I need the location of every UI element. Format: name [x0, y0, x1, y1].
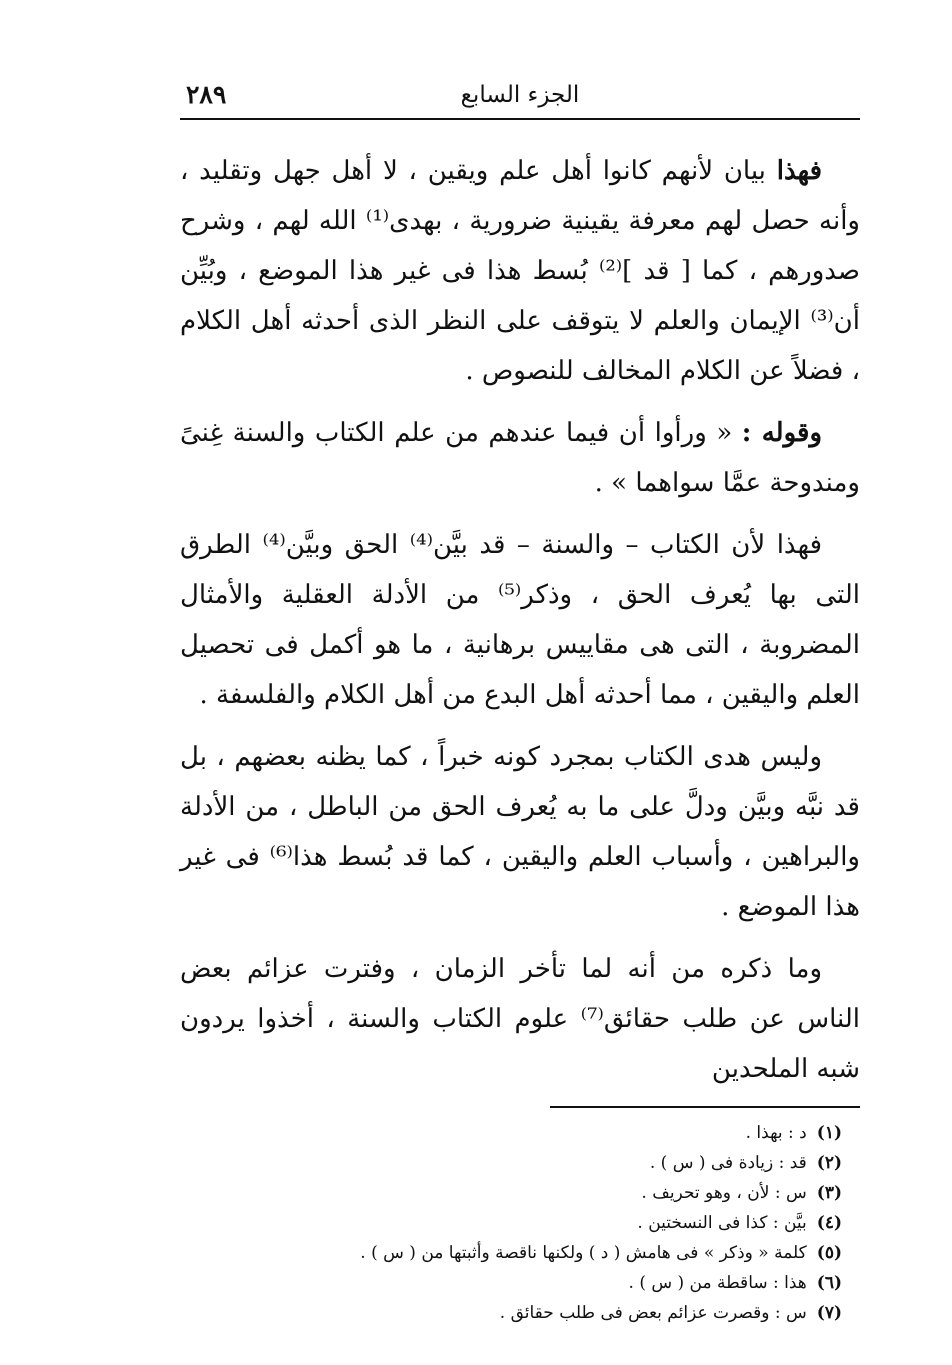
book-page: [180, 78, 860, 1323]
footnote-text: بيَّن : كذا فى النسختين .: [637, 1213, 807, 1233]
footnote: [180, 1208, 842, 1238]
footnotes: [180, 1118, 860, 1328]
footnote-number: (٢): [816, 1153, 842, 1173]
footnote-number: (٦): [816, 1273, 842, 1293]
page-header: [180, 78, 860, 120]
paragraph-lead: فهذا: [776, 156, 823, 186]
paragraph-lead: وقوله :: [741, 418, 823, 448]
paragraph: [180, 520, 860, 720]
footnote-number: (١): [816, 1123, 842, 1143]
footnote: [180, 1238, 842, 1268]
main-text: [180, 146, 860, 1094]
paragraph: [180, 408, 860, 508]
paragraph: [180, 944, 860, 1094]
footnote-text: س : وقصرت عزائم بعض فى طلب حقائق .: [499, 1303, 807, 1323]
paragraph-text: فهذا لأن الكتاب – والسنة – قد بيَّن⁽⁴⁾ الحق وبيَّن⁽⁴⁾ الطرق التى بها يُعرف الحق ، وذكر⁽⁵⁾ من الأدلة العقلية والأمثال المضروبة ، التى هى مقاييس برهانية ، ما هو أكمل فى تحصيل العلم واليقين ، مما أحدثه أهل البدع من أهل الكلام والفلسفة .: [180, 530, 860, 710]
footnote: [180, 1118, 842, 1148]
paragraph-text: بيان لأنهم كانوا أهل علم ويقين ، لا أهل جهل وتقليد ، وأنه حصل لهم معرفة يقينية ضرورية ، بهدى⁽¹⁾ الله لهم ، وشرح صدورهم ، كما [ قد ]⁽²⁾ بُسط هذا فى غير هذا الموضع ، وبُيِّن أن⁽³⁾ الإيمان والعلم لا يتوقف على النظر الذى أحدثه أهل الكلام ، فضلاً عن الكلام المخالف للنصوص .: [180, 156, 860, 386]
paragraph: [180, 146, 860, 396]
footnote-number: (٧): [816, 1303, 842, 1323]
footnote-number: (٣): [816, 1183, 842, 1203]
footnote: [180, 1268, 842, 1298]
footnote-text: كلمة « وذكر » فى هامش ( د ) ولكنها ناقصة وأثبتها من ( س ) .: [360, 1243, 807, 1263]
footnote-text: د : بهذا .: [745, 1123, 807, 1143]
footnote: [180, 1178, 842, 1208]
footnote-number: (٤): [816, 1213, 842, 1233]
footnote-text: قد : زيادة فى ( س ) .: [649, 1153, 807, 1173]
footnote-divider: [550, 1106, 860, 1108]
paragraph-text: وليس هدى الكتاب بمجرد كونه خبراً ، كما يظنه بعضهم ، بل قد نبَّه وبيَّن ودلَّ على ما به يُعرف الحق من الباطل ، من الأدلة والبراهين ، وأسباب العلم واليقين ، كما قد بُسط هذا⁽⁶⁾ فى غير هذا الموضع .: [180, 742, 860, 922]
footnote: [180, 1148, 842, 1178]
footnote-number: (٥): [816, 1243, 842, 1263]
footnote-text: هذا : ساقطة من ( س ) .: [628, 1273, 807, 1293]
running-title: الجزء السابع: [460, 82, 580, 108]
paragraph-text: « ورأوا أن فيما عندهم من علم الكتاب والسنة غِنىً ومندوحة عمَّا سواهما » .: [180, 418, 860, 498]
footnote: [180, 1298, 842, 1328]
footnote-text: س : لأن ، وهو تحريف .: [641, 1183, 807, 1203]
paragraph: [180, 732, 860, 932]
page-number: ٢٨٩: [186, 80, 227, 109]
paragraph-text: وما ذكره من أنه لما تأخر الزمان ، وفترت عزائم بعض الناس عن طلب حقائق⁽⁷⁾ علوم الكتاب والسنة ، أخذوا يردون شبه الملحدين: [180, 954, 860, 1084]
